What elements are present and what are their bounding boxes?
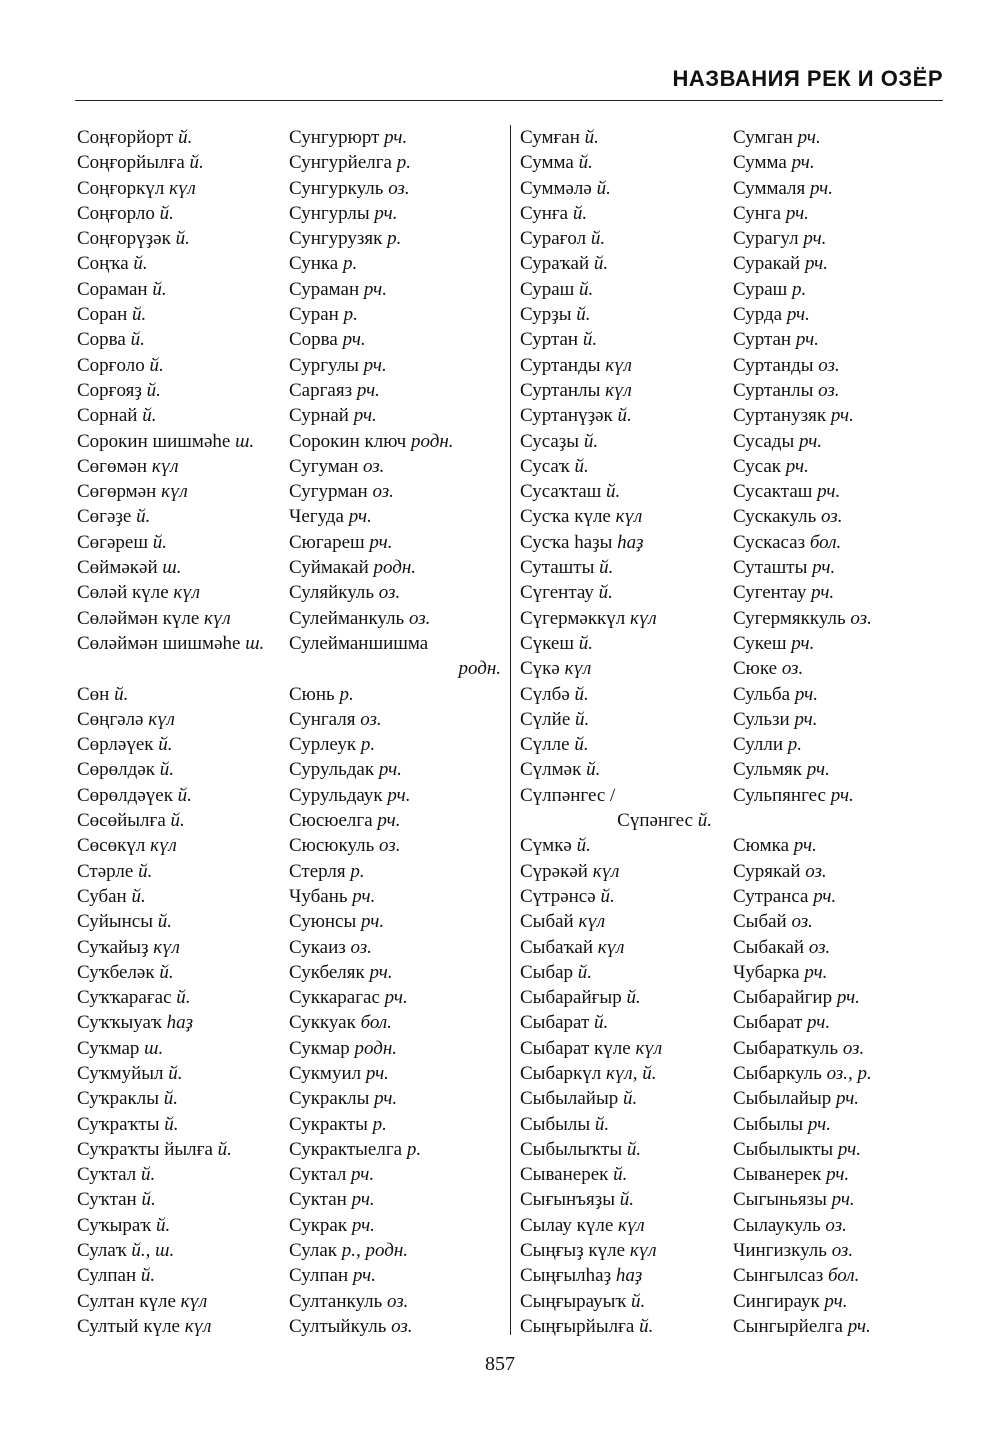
dictionary-entry: Сукеш рч.: [733, 632, 815, 654]
dictionary-entry: Сунгаля оз.: [289, 708, 382, 730]
dictionary-entry: Сурнай рч.: [289, 405, 377, 427]
dictionary-entry: Сөрөлдәк й.: [77, 759, 174, 781]
dictionary-entry: Сорнай й.: [77, 405, 157, 427]
dictionary-entry: Сукракты р.: [289, 1113, 387, 1135]
dictionary-entry: Сыванерек рч.: [733, 1164, 850, 1186]
page-title: НАЗВАНИЯ РЕК И ОЗЁР: [672, 66, 943, 91]
dictionary-entry: Сускасаз бол.: [733, 531, 842, 553]
dictionary-entry: Сунгурузяк р.: [289, 228, 402, 250]
dictionary-entry: Сугентау рч.: [733, 582, 835, 604]
dictionary-entry: Сураш р.: [733, 278, 807, 300]
dictionary-entry: Суктан рч.: [289, 1189, 375, 1211]
dictionary-entry: Сыбылы й.: [520, 1113, 610, 1135]
dictionary-entry: Сульпянгес рч.: [733, 784, 854, 806]
dictionary-entry: Сүлйе й.: [520, 708, 590, 730]
dictionary-entry: Сыбакай оз.: [733, 936, 831, 958]
dictionary-entry: Сурда рч.: [733, 304, 810, 326]
dictionary-entry: Сукаиз оз.: [289, 936, 372, 958]
dictionary-entry: Сүтрәнсә й.: [520, 885, 615, 907]
dictionary-entry: Суртан рч.: [733, 329, 819, 351]
dictionary-entry: Сорокин ключ родн.: [289, 430, 454, 452]
dictionary-entry: Сыбараткуль оз.: [733, 1037, 865, 1059]
dictionary-entry: Сугермяккуль оз.: [733, 607, 872, 629]
dictionary-entry: Суртан й.: [520, 329, 598, 351]
dictionary-entry: Сүрәкәй күл: [520, 860, 620, 882]
dictionary-entry: Соңҡа й.: [77, 253, 148, 275]
dictionary-entry: Сөрөлдәүек й.: [77, 784, 192, 806]
dictionary-entry: Сулли р.: [733, 734, 802, 756]
dictionary-entry: Суртанды күл: [520, 354, 632, 376]
dictionary-entry: Сорғояҙ й.: [77, 379, 161, 401]
dictionary-entry: Сукрак рч.: [289, 1214, 375, 1236]
dictionary-entry: Сынгырйелга рч.: [733, 1315, 871, 1337]
dictionary-entry: Сөләй күле күл: [77, 582, 201, 604]
dictionary-entry: Суҡҡарағас й.: [77, 987, 191, 1009]
dictionary-entry: Сукбеляк рч.: [289, 961, 393, 983]
dictionary-entry: Сыңғырйылға й.: [520, 1315, 654, 1337]
dictionary-entry: Сюгареш рч.: [289, 531, 393, 553]
dictionary-entry: Сыбарат й.: [520, 1012, 609, 1034]
dictionary-entry: Сыванерек й.: [520, 1164, 628, 1186]
dictionary-entry: Сүгермәккүл күл: [520, 607, 657, 629]
dictionary-entry: Сумма рч.: [733, 152, 815, 174]
dictionary-entry: Суран р.: [289, 304, 358, 326]
dictionary-entry: родн.: [458, 658, 501, 680]
dictionary-entry: Сығынъяҙы й.: [520, 1189, 634, 1211]
dictionary-entry: Сулак р., родн.: [289, 1240, 409, 1262]
column-divider: [510, 125, 511, 1335]
dictionary-entry: Султыйкуль оз.: [289, 1315, 413, 1337]
dictionary-entry: Сыбаркуль оз., р.: [733, 1062, 872, 1084]
dictionary-entry: Сорокин шишмәһе ш.: [77, 430, 255, 452]
dictionary-entry: Сунгуркуль оз.: [289, 177, 410, 199]
dictionary-entry: Чубань рч.: [289, 885, 376, 907]
dictionary-entry: Суҡҡыуаҡ һаҙ: [77, 1012, 193, 1034]
dictionary-entry: Сулейманкуль оз.: [289, 607, 431, 629]
dictionary-entry: Сыбарайғыр й.: [520, 987, 641, 1009]
dictionary-entry: Сыбарат күле күл: [520, 1037, 663, 1059]
dictionary-entry: Сыбай оз.: [733, 911, 813, 933]
dictionary-entry: Сурульдак рч.: [289, 759, 402, 781]
dictionary-entry: Сугуман оз.: [289, 455, 385, 477]
dictionary-entry: Суташты й.: [520, 557, 614, 579]
dictionary-entry: Сураман рч.: [289, 278, 387, 300]
dictionary-entry: Суҡмар ш.: [77, 1037, 164, 1059]
dictionary-entry: Сусаҡташ й.: [520, 481, 621, 503]
dictionary-entry: Сунгурлы рч.: [289, 202, 398, 224]
dictionary-entry: Суммәлә й.: [520, 177, 611, 199]
dictionary-entry: Сыңғырауыҡ й.: [520, 1290, 646, 1312]
dictionary-entry: Сүкә күл: [520, 658, 592, 680]
dictionary-entry: Сурлеук р.: [289, 734, 376, 756]
dictionary-entry: Сөгәреш й.: [77, 531, 167, 553]
column-bashkir-left: [77, 125, 282, 1339]
dictionary-entry: Суккарагас рч.: [289, 987, 408, 1009]
dictionary-entry: Суҡбеләк й.: [77, 961, 174, 983]
dictionary-entry: Сыбылыҡты й.: [520, 1138, 642, 1160]
dictionary-entry: Чубарка рч.: [733, 961, 828, 983]
dictionary-entry: Сорғоло й.: [77, 354, 164, 376]
dictionary-entry: Суймакай родн.: [289, 557, 417, 579]
dictionary-entry: Сурҙы й.: [520, 304, 591, 326]
dictionary-entry: Суйынсы й.: [77, 911, 172, 933]
dictionary-entry: Сураш й.: [520, 278, 594, 300]
dictionary-entry: Сыбай күл: [520, 911, 606, 933]
dictionary-entry: Суҡтал й.: [77, 1164, 156, 1186]
dictionary-entry: Сөсөкүл күл: [77, 835, 177, 857]
dictionary-entry: Сыбылайыр рч.: [733, 1088, 860, 1110]
dictionary-entry: Сыбаҡай күл: [520, 936, 625, 958]
dictionary-entry: Сурульдаук рч.: [289, 784, 411, 806]
dictionary-entry: Сульмяк рч.: [733, 759, 830, 781]
dictionary-entry: Сураҡай й.: [520, 253, 609, 275]
dictionary-entry: Сюке оз.: [733, 658, 804, 680]
dictionary-entry: Сукрактыелга р.: [289, 1138, 422, 1160]
dictionary-entry: Сусҡа күле күл: [520, 506, 643, 528]
dictionary-entry: Сыбылайыр й.: [520, 1088, 638, 1110]
dictionary-entry: Суктал рч.: [289, 1164, 375, 1186]
dictionary-entry: Сөгөмән күл: [77, 455, 179, 477]
column-russian-right: [733, 125, 933, 1339]
dictionary-entry: Сурағол й.: [520, 228, 606, 250]
page-number: 857: [485, 1353, 515, 1375]
dictionary-entry: Сускакуль оз.: [733, 506, 843, 528]
dictionary-entry: Сусаҙы й.: [520, 430, 599, 452]
dictionary-entry: Сутранса рч.: [733, 885, 837, 907]
dictionary-entry: Сусаҡ й.: [520, 455, 589, 477]
dictionary-entry: Сөрләүек й.: [77, 734, 173, 756]
dictionary-entry: Сюсюелга рч.: [289, 810, 401, 832]
dictionary-entry: Сугурман оз.: [289, 481, 394, 503]
dictionary-entry: Сыбар й.: [520, 961, 593, 983]
dictionary-entry: Сорва рч.: [289, 329, 366, 351]
dictionary-entry: Суляйкуль оз.: [289, 582, 401, 604]
dictionary-entry: Сүгентау й.: [520, 582, 613, 604]
dictionary-entry: Стәрле й.: [77, 860, 153, 882]
column-russian-left: [289, 125, 501, 1339]
dictionary-entry: Сумган рч.: [733, 127, 821, 148]
dictionary-entry: Суммаля рч.: [733, 177, 834, 199]
dictionary-entry: Сусҡа һаҙы һаҙ: [520, 531, 644, 553]
dictionary-entry: Суҡраҡты й.: [77, 1113, 179, 1135]
dictionary-entry: Сюмка рч.: [733, 835, 817, 857]
dictionary-entry: Сукраклы рч.: [289, 1088, 398, 1110]
dictionary-entry: Сорва й.: [77, 329, 145, 351]
dictionary-entry: Соңғорүҙәк й.: [77, 228, 190, 250]
dictionary-entry: Сунгурюрт рч.: [289, 127, 408, 148]
dictionary-entry: Сылаукуль оз.: [733, 1214, 847, 1236]
dictionary-entry: Суртанлы оз.: [733, 379, 840, 401]
column-bashkir-right: [520, 125, 730, 1339]
dictionary-entry: Соран й.: [77, 304, 147, 326]
dictionary-entry: Суҡыраҡ й.: [77, 1214, 171, 1236]
dictionary-entry: Саргаяз рч.: [289, 379, 380, 401]
dictionary-entry: Сукмар родн.: [289, 1037, 398, 1059]
dictionary-entry: Сунгурйелга р.: [289, 152, 411, 174]
dictionary-entry: Сылау күле күл: [520, 1214, 645, 1236]
dictionary-entry: Сыбарат рч.: [733, 1012, 831, 1034]
dictionary-entry: Суҡраклы й.: [77, 1088, 179, 1110]
dictionary-entry: Суҡраҡты йылға й.: [77, 1138, 232, 1160]
dictionary-entry: Сусады рч.: [733, 430, 823, 452]
dictionary-entry: Сулейманшишма: [289, 632, 429, 654]
dictionary-entry: Сунка р.: [289, 253, 358, 275]
dictionary-entry: Султан күле күл: [77, 1290, 208, 1312]
dictionary-entry: Сурагул рч.: [733, 228, 827, 250]
dictionary-entry: Сурякай оз.: [733, 860, 827, 882]
dictionary-entry: [733, 808, 933, 833]
dictionary-entry: Сынгылсаз бол.: [733, 1265, 860, 1287]
dictionary-entry: Сыңғыҙ күле күл: [520, 1240, 657, 1262]
dictionary-entry: Чингизкуль оз.: [733, 1240, 854, 1262]
dictionary-entry: Соңғорло й.: [77, 202, 174, 224]
dictionary-entry: Сыбылыкты рч.: [733, 1138, 861, 1160]
dictionary-entry: Сульба рч.: [733, 683, 818, 705]
dictionary-entry: Сүпәнгес й.: [617, 810, 712, 832]
dictionary-entry: Сөсөйылға й.: [77, 810, 185, 832]
dictionary-entry: Сусак рч.: [733, 455, 809, 477]
dictionary-entry: Сукмуил рч.: [289, 1062, 389, 1084]
dictionary-entry: [77, 656, 282, 681]
dictionary-entry: Сумма й.: [520, 152, 593, 174]
dictionary-entry: Сулаҡ й., ш.: [77, 1240, 175, 1262]
dictionary-entry: Суртанлы күл: [520, 379, 632, 401]
dictionary-entry: Сусакташ рч.: [733, 481, 841, 503]
dictionary-entry: Сыбарайгир рч.: [733, 987, 860, 1009]
dictionary-entry: Сөймәкәй ш.: [77, 557, 182, 579]
dictionary-entry: Султанкуль оз.: [289, 1290, 409, 1312]
dictionary-entry: Суюнсы рч.: [289, 911, 385, 933]
dictionary-entry: Сумған й.: [520, 127, 599, 148]
dictionary-entry: Сүкеш й.: [520, 632, 593, 654]
dictionary-entry: Сунға й.: [520, 202, 588, 224]
dictionary-entry: Сораман й.: [77, 278, 167, 300]
dictionary-entry: Сүмкә й.: [520, 835, 591, 857]
dictionary-entry: Сургулы рч.: [289, 354, 387, 376]
dictionary-entry: Соңғорйылға й.: [77, 152, 204, 174]
dictionary-entry: Сунга рч.: [733, 202, 809, 224]
dictionary-entry: Сөләймән күле күл: [77, 607, 231, 629]
dictionary-entry: Сүлле й.: [520, 734, 589, 756]
dictionary-entry: Суракай рч.: [733, 253, 829, 275]
dictionary-entry: Сыбаркүл күл, й.: [520, 1062, 657, 1084]
dictionary-entry: Сүлмәк й.: [520, 759, 601, 781]
dictionary-entry: Сөләймән шишмәһе ш.: [77, 632, 265, 654]
dictionary-entry: Сюсюкуль оз.: [289, 835, 401, 857]
dictionary-entry: Суртанүҙәк й.: [520, 405, 632, 427]
dictionary-entry: Суҡмуйыл й.: [77, 1062, 183, 1084]
dictionary-entry: Сыгыньязы рч.: [733, 1189, 855, 1211]
dictionary-entry: Суртанды оз.: [733, 354, 840, 376]
dictionary-entry: Сыбылы рч.: [733, 1113, 831, 1135]
dictionary-entry: Султый күле күл: [77, 1315, 212, 1337]
dictionary-entry: Соңғорйорт й.: [77, 127, 193, 148]
dictionary-entry: Чегуда рч.: [289, 506, 372, 528]
dictionary-entry: Сыңғылһаҙ һаҙ: [520, 1265, 643, 1287]
dictionary-entry: Суҡайыҙ күл: [77, 936, 180, 958]
dictionary-entry: Сөгөрмән күл: [77, 481, 188, 503]
dictionary-entry: Субан й.: [77, 885, 146, 907]
dictionary-entry: Сүлбә й.: [520, 683, 589, 705]
dictionary-entry: Сингираук рч.: [733, 1290, 848, 1312]
dictionary-entry: Соңғоркүл күл: [77, 177, 196, 199]
dictionary-entry: Сульзи рч.: [733, 708, 818, 730]
dictionary-entry: Сөңгәлә күл: [77, 708, 175, 730]
dictionary-entry: Сулпан й.: [77, 1265, 156, 1287]
dictionary-entry: Сөн й.: [77, 683, 129, 705]
dictionary-entry: Суташты рч.: [733, 557, 836, 579]
dictionary-entry: Суккуак бол.: [289, 1012, 392, 1034]
dictionary-entry: Сөгәҙе й.: [77, 506, 151, 528]
dictionary-entry: Сулпан рч.: [289, 1265, 376, 1287]
dictionary-entry: Суҡтан й.: [77, 1189, 156, 1211]
dictionary-entry: Сюнь р.: [289, 683, 354, 705]
running-header: [75, 64, 943, 101]
dictionary-entry: Суртанузяк рч.: [733, 405, 854, 427]
dictionary-entry: Сүлпәнгес /: [520, 784, 616, 806]
dictionary-entry: Стерля р.: [289, 860, 365, 882]
